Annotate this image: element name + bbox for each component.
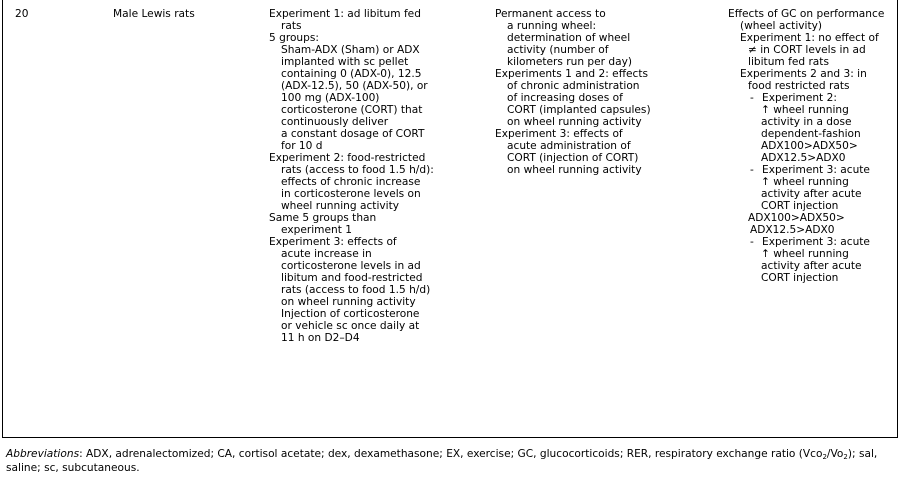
protocol-line-text: Experiment 1: ad libitum fed (269, 8, 421, 20)
effects-line-text: Experiments 2 and 3: in (740, 68, 867, 80)
footnote-sub-1: 2 (822, 453, 827, 461)
protocol-line (269, 224, 489, 236)
performance-line-text: a running wheel: (507, 20, 597, 32)
performance-line-text: CORT (implanted capsules) (507, 104, 651, 116)
effects-line (728, 176, 900, 188)
protocol-line (269, 200, 489, 212)
effects-cell (728, 8, 900, 284)
protocol-line-text: for 10 d (281, 140, 323, 152)
effects-line-text: Effects of GC on performance (728, 8, 885, 20)
effects-line (728, 68, 900, 80)
protocol-line (269, 236, 489, 248)
effects-line (728, 212, 900, 224)
effects-line (728, 152, 900, 164)
protocol-line-text: implanted with sc pellet (281, 56, 409, 68)
protocol-line-text: Same 5 groups than (269, 212, 377, 224)
footnote-text-mid: /Vo (826, 448, 844, 460)
protocol-line-text: continuously deliver (281, 116, 389, 128)
effects-line-text: food restricted rats (748, 80, 850, 92)
abbreviations-label: Abbreviations (6, 448, 80, 460)
performance-line-text: activity (number of (507, 44, 609, 56)
effects-line-text: Experiment 1: no effect of (740, 32, 879, 44)
protocol-line-text: (ADX-12.5), 50 (ADX-50), or (281, 80, 428, 92)
protocol-line-text: wheel running activity (281, 200, 400, 212)
protocol-line (269, 56, 489, 68)
protocol-line-text: effects of chronic increase (281, 176, 421, 188)
protocol-line (269, 296, 489, 308)
protocol-line (269, 272, 489, 284)
effects-line-text: ↑ wheel running (761, 176, 849, 188)
protocol-line (269, 248, 489, 260)
effects-line (728, 200, 900, 212)
protocol-line (269, 116, 489, 128)
bullet-dash: - (750, 236, 754, 248)
effects-line-text: ADX12.5>ADX0 (750, 224, 835, 236)
performance-line (495, 140, 705, 152)
effects-line-text: CORT injection (761, 272, 839, 284)
protocol-line (269, 212, 489, 224)
protocol-line (269, 104, 489, 116)
protocol-line (269, 32, 489, 44)
protocol-line (269, 68, 489, 80)
effects-line-text: ADX100>ADX50> (761, 140, 858, 152)
protocol-line-text: rats (access to food 1.5 h/d): (281, 164, 434, 176)
performance-line-text: kilometers run per day) (507, 56, 632, 68)
performance-line (495, 32, 705, 44)
effects-line-text: ↑ wheel running (761, 248, 849, 260)
protocol-line (269, 44, 489, 56)
performance-line (495, 104, 705, 116)
data-table (2, 0, 898, 438)
protocol-line (269, 176, 489, 188)
effects-line-text: CORT injection (761, 200, 839, 212)
protocol-line-text: experiment 1 (281, 224, 352, 236)
performance-line (495, 20, 705, 32)
performance-line (495, 56, 705, 68)
protocol-line (269, 188, 489, 200)
protocol-line (269, 164, 489, 176)
performance-line (495, 44, 705, 56)
effects-line-text: Experiment 3: acute (762, 164, 870, 176)
footnote-sub-2: 2 (843, 453, 848, 461)
performance-cell (495, 8, 705, 176)
effects-line-text: activity after acute (761, 260, 862, 272)
protocol-line-text: in corticosterone levels on (281, 188, 421, 200)
performance-line-text: Experiment 3: effects of (495, 128, 623, 140)
effects-line (728, 224, 900, 236)
footnote-text-1: : ADX, adrenalectomized; CA, cortisol acetate; dex, dexamethasone; EX, exercise; GC, glucocorticoids; RER, respiratory exchange ratio (Vco (79, 448, 823, 460)
protocol-line-text: corticosterone (CORT) that (281, 104, 423, 116)
protocol-line (269, 20, 489, 32)
protocol-line-text: libitum and food-restricted (281, 272, 423, 284)
protocol-line (269, 332, 489, 344)
effects-line (728, 248, 900, 260)
performance-line-text: on wheel running activity (507, 116, 642, 128)
performance-line-text: Experiments 1 and 2: effects (495, 68, 649, 80)
effects-line-text: Experiment 2: (762, 92, 837, 104)
protocol-line-text: 11 h on D2–D4 (281, 332, 360, 344)
performance-line (495, 116, 705, 128)
protocol-line-text: Injection of corticosterone (281, 308, 420, 320)
bullet-dash: - (750, 164, 754, 176)
protocol-line (269, 8, 489, 20)
row-number: 20 (15, 8, 29, 20)
performance-line-text: on wheel running activity (507, 164, 642, 176)
effects-line (728, 164, 900, 176)
protocol-line-text: or vehicle sc once daily at (281, 320, 420, 332)
protocol-line-text: Experiment 3: effects of (269, 236, 397, 248)
effects-line-text: ADX12.5>ADX0 (761, 152, 846, 164)
effects-line (728, 44, 900, 56)
protocol-line (269, 128, 489, 140)
effects-line-text: ADX100>ADX50> (748, 212, 845, 224)
effects-line-text: dependent-fashion (761, 128, 861, 140)
performance-line (495, 128, 705, 140)
effects-line-text: libitum fed rats (748, 56, 829, 68)
footnote-text-2: saline; sc, subcutaneous. (6, 461, 140, 474)
effects-line-text: activity after acute (761, 188, 862, 200)
performance-line (495, 80, 705, 92)
performance-line (495, 8, 705, 20)
effects-line (728, 20, 900, 32)
effects-line (728, 80, 900, 92)
protocol-line-text: acute increase in (281, 248, 372, 260)
effects-line-text: activity in a dose (761, 116, 852, 128)
bullet-dash: - (750, 92, 754, 104)
effects-line (728, 236, 900, 248)
protocol-line (269, 260, 489, 272)
performance-line (495, 152, 705, 164)
effects-line (728, 116, 900, 128)
effects-line (728, 56, 900, 68)
effects-line (728, 188, 900, 200)
species-cell: Male Lewis rats (113, 8, 195, 20)
effects-line (728, 92, 900, 104)
protocol-line (269, 140, 489, 152)
protocol-line (269, 92, 489, 104)
protocol-line (269, 152, 489, 164)
protocol-line-text: Experiment 2: food-restricted (269, 152, 426, 164)
performance-line (495, 164, 705, 176)
protocol-line-text: Sham-ADX (Sham) or ADX (281, 44, 420, 56)
protocol-line-text: 100 mg (ADX-100) (281, 92, 380, 104)
performance-line-text: CORT (injection of CORT) (507, 152, 639, 164)
effects-line (728, 140, 900, 152)
table-footnote (6, 448, 896, 475)
protocol-line-text: on wheel running activity (281, 296, 416, 308)
protocol-line-text: a constant dosage of CORT (281, 128, 425, 140)
effects-line (728, 260, 900, 272)
protocol-line (269, 80, 489, 92)
footnote-text-end: ); sal, (847, 448, 878, 460)
effects-line-text: ↑ wheel running (761, 104, 849, 116)
performance-line-text: determination of wheel (507, 32, 631, 44)
performance-line-text: acute administration of (507, 140, 631, 152)
performance-line-text: Permanent access to (495, 8, 606, 20)
protocol-line (269, 284, 489, 296)
performance-line (495, 92, 705, 104)
protocol-line-text: corticosterone levels in ad (281, 260, 421, 272)
effects-line (728, 128, 900, 140)
effects-line (728, 32, 900, 44)
performance-line-text: of chronic administration (507, 80, 640, 92)
performance-line-text: of increasing doses of (507, 92, 623, 104)
protocol-line (269, 320, 489, 332)
effects-line (728, 104, 900, 116)
protocol-line-text: rats (access to food 1.5 h/d) (281, 284, 431, 296)
protocol-cell (269, 8, 489, 344)
protocol-line-text: 5 groups: (269, 32, 319, 44)
effects-line (728, 8, 900, 20)
effects-line-text: ≠ in CORT levels in ad (748, 44, 866, 56)
effects-line-text: Experiment 3: acute (762, 236, 870, 248)
effects-line-text: (wheel activity) (740, 20, 823, 32)
protocol-line-text: containing 0 (ADX-0), 12.5 (281, 68, 422, 80)
performance-line (495, 68, 705, 80)
protocol-line-text: rats (281, 20, 302, 32)
effects-line (728, 272, 900, 284)
protocol-line (269, 308, 489, 320)
